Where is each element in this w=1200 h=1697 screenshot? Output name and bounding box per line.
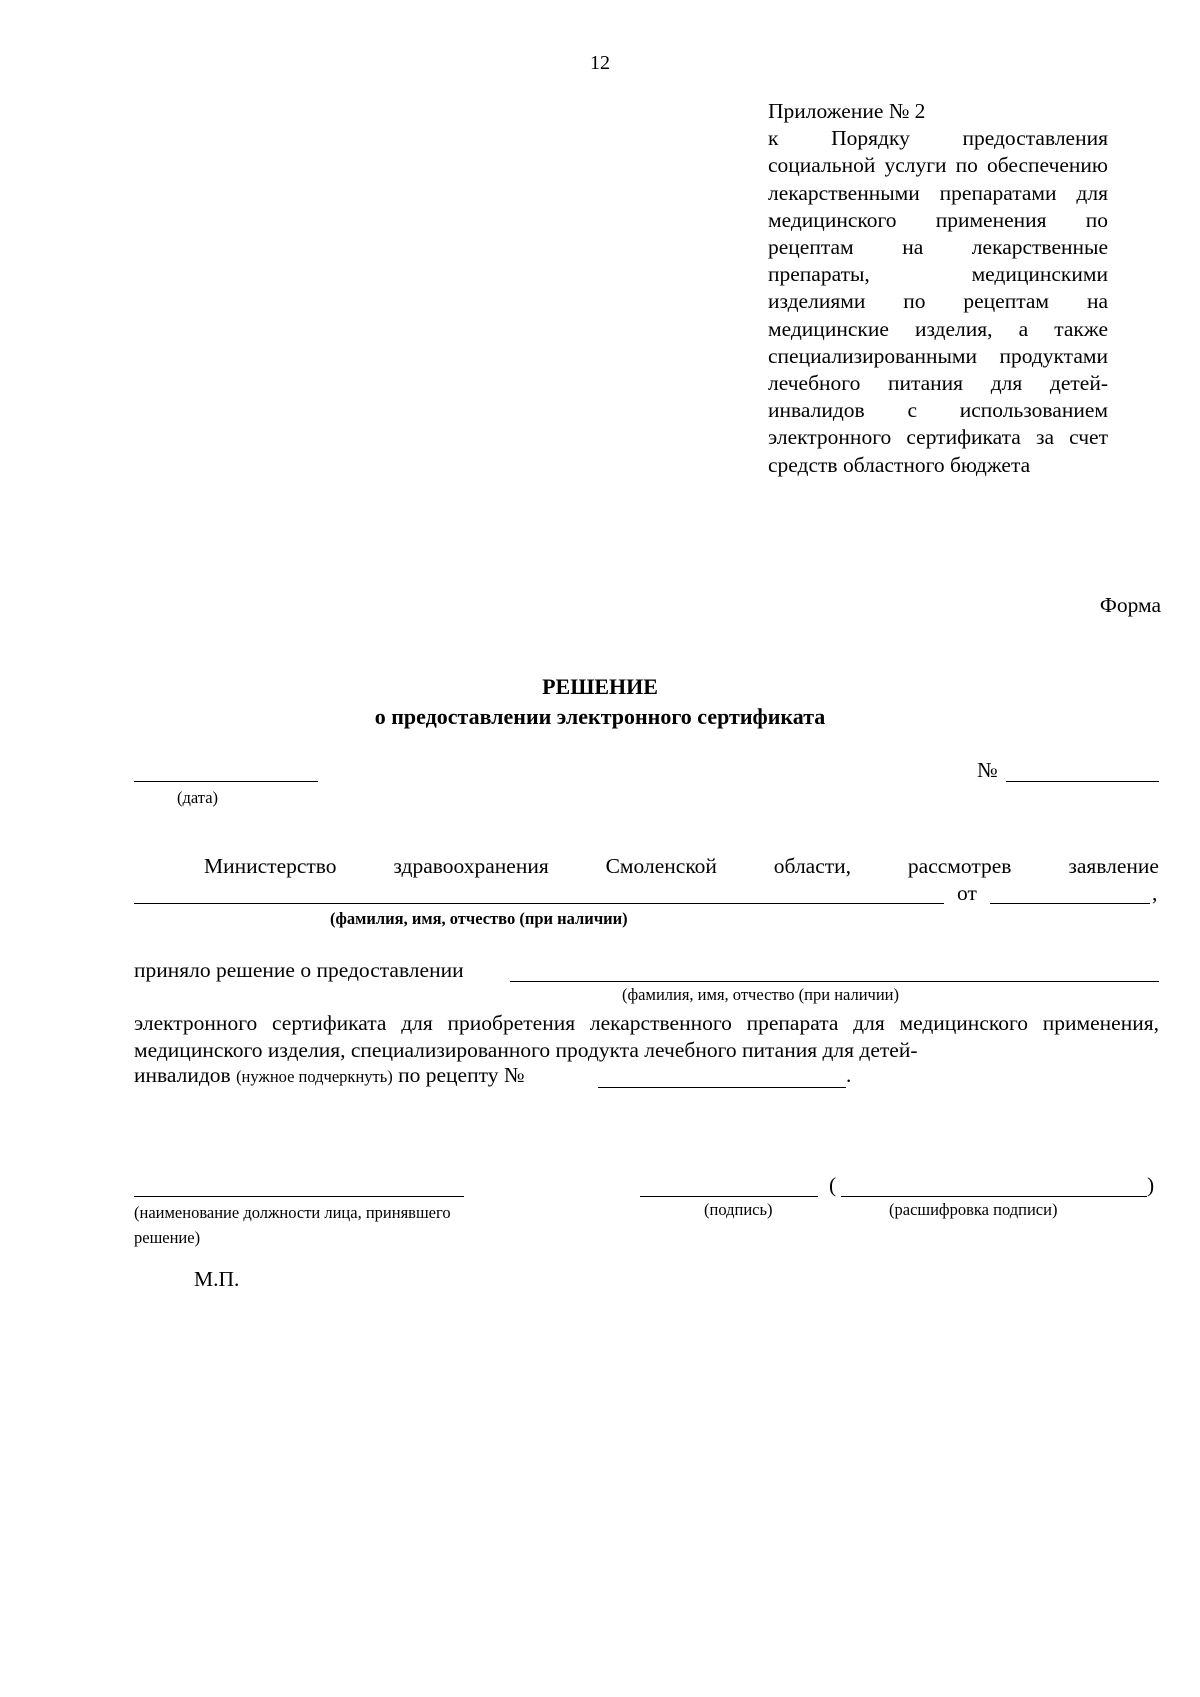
number-field-line [1006,781,1159,782]
fio-caption-2: (фамилия, имя, отчество (при наличии) [622,985,900,1004]
recipe-number-line [598,1087,846,1088]
ministry-word-5: рассмотрев [907,854,1012,878]
ministry-word-4: области, [773,854,852,878]
appendix-text: к Порядку предоставления социальной услуги по обеспечению лекарственными препаратами для медицинского применения по рецептам на лекарственные препараты, медицинскими изделиями по рецептам на медицинские изделия, а также специализированными продуктами лечебного питания для детей-инвалидов с использованием электронного сертификата за счет средств областного бюджета [768,126,1108,477]
paragraph-end-dot: . [846,1063,852,1087]
paren-close: ) [1147,1173,1155,1197]
position-caption: (наименование должности лица, принявшего решение) [134,1203,451,1247]
ministry-word-6: заявление [1068,854,1159,878]
decision-prefix: приняло решение о предоставлении [134,958,464,982]
ministry-line [204,854,1159,879]
date-caption: (дата) [177,788,219,807]
signature-line [640,1196,818,1197]
stamp-place: М.П. [194,1267,240,1291]
document-subtitle: о предоставлении электронного сертификата [374,704,826,729]
ministry-word-3: Смоленской [605,854,717,878]
ministry-word-1: Министерство [204,854,337,878]
paragraph-word-invalidov: инвалидов [134,1063,231,1087]
document-title: РЕШЕНИЕ [542,674,658,699]
decode-caption: (расшифровка подписи) [889,1200,1058,1219]
fio-caption-1: (фамилия, имя, отчество (при наличии) [330,909,628,928]
recipient-name-line [510,981,1159,982]
paren-open: ( [829,1173,837,1197]
appendix-block [768,98,1108,479]
appendix-title: Приложение № 2 [768,99,926,123]
applicant-name-line [134,903,944,904]
underline-note: (нужное подчеркнуть) [236,1067,393,1086]
from-word: от [957,881,977,905]
position-line [134,1196,464,1197]
application-date-line [990,903,1150,904]
ministry-word-2: здравоохранения [393,854,549,878]
decision-paragraph: электронного сертификата для приобретения лекарственного препарата для медицинского применения, медицинского изделия, специализированного продукта лечебного питания для детей- [134,1011,1159,1062]
paragraph-line-3 [134,1063,524,1088]
number-sign: № [977,758,998,782]
recipe-prefix: по рецепту № [398,1063,525,1087]
signature-decode-line [841,1196,1147,1197]
date-field-line [134,781,318,782]
signature-caption: (подпись) [704,1200,773,1219]
comma: , [1152,881,1158,905]
form-label: Форма [1099,593,1161,617]
page-number: 12 [590,52,610,74]
